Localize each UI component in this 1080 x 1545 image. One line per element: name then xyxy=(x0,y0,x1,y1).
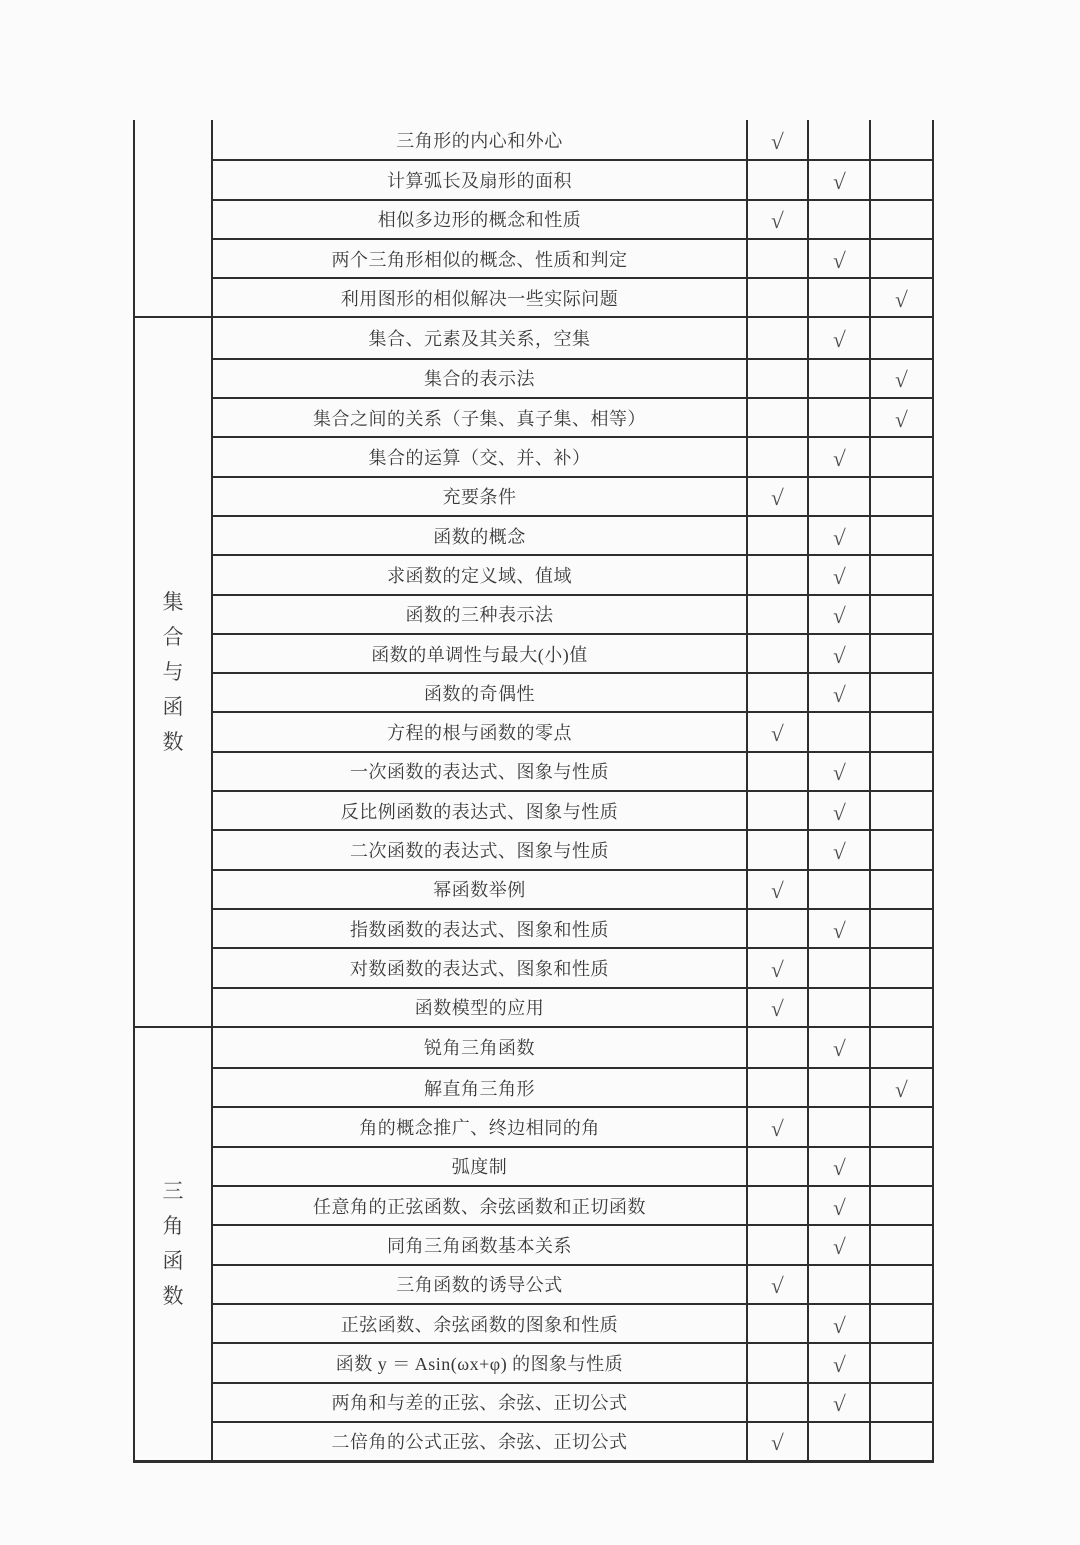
table-row xyxy=(213,1421,932,1460)
check-cell-1 xyxy=(746,831,807,868)
topic-label: 函数 y ＝ Asin(ωx+φ) 的图象与性质 xyxy=(335,1353,624,1374)
table-row xyxy=(213,672,932,711)
check-cell-3 xyxy=(869,949,932,986)
table-row xyxy=(213,908,932,947)
topic-label: 集合的运算（交、并、补） xyxy=(368,448,591,469)
check-cell-1 xyxy=(746,1148,807,1185)
topic-label: 二倍角的公式正弦、余弦、正切公式 xyxy=(331,1432,628,1453)
check-cell-2 xyxy=(807,871,869,908)
topic-label: 幂函数举例 xyxy=(433,880,526,901)
check-cell-3 xyxy=(869,910,932,947)
table-row xyxy=(213,1382,932,1421)
check-mark: √ xyxy=(832,563,846,589)
check-cell-1 xyxy=(746,1187,807,1224)
check-cell-1 xyxy=(746,989,807,1026)
category-char: 三 xyxy=(162,1178,184,1203)
check-cell-1 xyxy=(746,120,807,159)
category-char: 函 xyxy=(162,694,184,719)
table-row xyxy=(213,277,932,316)
check-cell-3 xyxy=(869,360,932,397)
check-cell-3 xyxy=(869,120,932,159)
check-cell-2 xyxy=(807,713,869,750)
check-cell-3 xyxy=(869,438,932,475)
table-row xyxy=(213,829,932,868)
table-row xyxy=(213,238,932,277)
table-row xyxy=(213,318,932,357)
check-cell-3 xyxy=(869,517,932,554)
check-cell-2 xyxy=(807,360,869,397)
table-row xyxy=(213,987,932,1026)
topic-label: 反比例函数的表达式、图象与性质 xyxy=(340,801,619,822)
table-row xyxy=(213,1028,932,1067)
check-cell-3 xyxy=(869,753,932,790)
check-cell-1 xyxy=(746,438,807,475)
topic-label: 同角三角函数基本关系 xyxy=(387,1235,572,1256)
check-mark: √ xyxy=(832,446,846,472)
check-mark: √ xyxy=(832,327,846,353)
category-cell xyxy=(135,120,213,316)
check-mark: √ xyxy=(832,838,846,864)
check-mark: √ xyxy=(770,1430,785,1456)
category-cell xyxy=(135,1028,213,1460)
check-cell-1 xyxy=(746,871,807,908)
table-row xyxy=(213,554,932,593)
check-cell-2 xyxy=(807,161,869,198)
table-row xyxy=(213,1067,932,1106)
topic-label: 弧度制 xyxy=(451,1157,508,1178)
topic-label: 函数的奇偶性 xyxy=(424,683,535,704)
check-cell-2 xyxy=(807,556,869,593)
check-cell-1 xyxy=(746,478,807,515)
check-cell-1 xyxy=(746,1423,807,1460)
check-cell-1 xyxy=(746,161,807,198)
check-cell-1 xyxy=(746,1305,807,1342)
topic-label: 三角形的内心和外心 xyxy=(396,130,563,151)
check-cell-1 xyxy=(746,1028,807,1067)
check-cell-2 xyxy=(807,279,869,316)
topic-label: 集合之间的关系（子集、真子集、相等） xyxy=(313,408,646,429)
category-char: 集 xyxy=(162,589,184,614)
check-mark: √ xyxy=(832,681,846,707)
topic-label: 充要条件 xyxy=(442,487,517,508)
check-mark: √ xyxy=(770,721,785,747)
check-cell-3 xyxy=(869,1305,932,1342)
table-row xyxy=(213,515,932,554)
check-cell-3 xyxy=(869,279,932,316)
category-char: 合 xyxy=(162,624,184,649)
check-cell-3 xyxy=(869,674,932,711)
check-mark: √ xyxy=(894,1076,909,1102)
check-cell-1 xyxy=(746,399,807,436)
check-cell-2 xyxy=(807,120,869,159)
check-cell-3 xyxy=(869,478,932,515)
check-mark: √ xyxy=(770,956,785,982)
check-cell-2 xyxy=(807,1344,869,1381)
check-cell-3 xyxy=(869,596,932,633)
check-cell-3 xyxy=(869,1423,932,1460)
check-mark: √ xyxy=(832,642,846,668)
check-cell-3 xyxy=(869,1108,932,1145)
table-row xyxy=(213,436,932,475)
check-mark: √ xyxy=(894,286,909,312)
check-mark: √ xyxy=(832,1391,846,1417)
topic-label: 函数模型的应用 xyxy=(414,998,545,1019)
check-cell-2 xyxy=(807,201,869,238)
check-cell-3 xyxy=(869,1226,932,1263)
table-row xyxy=(213,1185,932,1224)
check-cell-1 xyxy=(746,1108,807,1145)
check-cell-1 xyxy=(746,201,807,238)
check-cell-1 xyxy=(746,713,807,750)
check-cell-1 xyxy=(746,318,807,357)
check-cell-3 xyxy=(869,831,932,868)
check-mark: √ xyxy=(832,1312,846,1338)
check-cell-3 xyxy=(869,635,932,672)
check-cell-1 xyxy=(746,360,807,397)
section-rows xyxy=(213,1028,932,1460)
topic-label: 函数的单调性与最大(小)值 xyxy=(371,644,588,665)
table-row xyxy=(213,633,932,672)
check-cell-3 xyxy=(869,792,932,829)
check-mark: √ xyxy=(894,367,909,393)
check-mark: √ xyxy=(770,208,785,234)
table-row xyxy=(213,790,932,829)
check-cell-2 xyxy=(807,1028,869,1067)
topic-label: 相似多边形的概念和性质 xyxy=(377,210,582,231)
check-cell-3 xyxy=(869,161,932,198)
category-char: 数 xyxy=(162,729,184,754)
check-mark: √ xyxy=(832,1194,846,1220)
check-cell-1 xyxy=(746,1344,807,1381)
check-mark: √ xyxy=(832,760,846,786)
check-cell-3 xyxy=(869,1266,932,1303)
syllabus-table xyxy=(133,120,934,1463)
category-char: 数 xyxy=(162,1283,184,1308)
topic-label: 一次函数的表达式、图象与性质 xyxy=(350,762,609,783)
check-cell-2 xyxy=(807,399,869,436)
topic-label: 三角函数的诱导公式 xyxy=(396,1275,563,1296)
check-cell-2 xyxy=(807,596,869,633)
table-row xyxy=(213,358,932,397)
check-cell-1 xyxy=(746,949,807,986)
topic-label: 函数的三种表示法 xyxy=(405,605,554,626)
topic-label: 两角和与差的正弦、余弦、正切公式 xyxy=(331,1393,628,1414)
check-cell-1 xyxy=(746,1069,807,1106)
check-cell-1 xyxy=(746,517,807,554)
check-cell-2 xyxy=(807,635,869,672)
table-row xyxy=(213,1342,932,1381)
check-cell-2 xyxy=(807,318,869,357)
check-cell-2 xyxy=(807,831,869,868)
check-cell-1 xyxy=(746,792,807,829)
table-row xyxy=(213,476,932,515)
check-mark: √ xyxy=(832,917,846,943)
check-cell-2 xyxy=(807,1423,869,1460)
table-row xyxy=(213,120,932,159)
table-section xyxy=(135,1026,932,1460)
category-char: 角 xyxy=(162,1213,184,1238)
check-cell-1 xyxy=(746,240,807,277)
check-cell-1 xyxy=(746,279,807,316)
check-cell-2 xyxy=(807,949,869,986)
topic-label: 指数函数的表达式、图象和性质 xyxy=(350,919,609,940)
check-cell-2 xyxy=(807,1187,869,1224)
topic-label: 两个三角形相似的概念、性质和判定 xyxy=(331,249,628,270)
table-row xyxy=(213,1146,932,1185)
check-mark: √ xyxy=(770,996,785,1022)
check-cell-2 xyxy=(807,910,869,947)
table-row xyxy=(213,159,932,198)
check-cell-3 xyxy=(869,989,932,1026)
table-row xyxy=(213,594,932,633)
table-row xyxy=(213,1264,932,1303)
table-row xyxy=(213,199,932,238)
check-cell-2 xyxy=(807,1305,869,1342)
check-mark: √ xyxy=(832,1155,846,1181)
check-cell-1 xyxy=(746,635,807,672)
check-cell-1 xyxy=(746,556,807,593)
check-cell-2 xyxy=(807,989,869,1026)
table-row xyxy=(213,1224,932,1263)
check-cell-3 xyxy=(869,1028,932,1067)
check-cell-2 xyxy=(807,1226,869,1263)
check-cell-2 xyxy=(807,674,869,711)
table-row xyxy=(213,869,932,908)
check-cell-3 xyxy=(869,1187,932,1224)
table-section xyxy=(135,316,932,1025)
topic-label: 函数的概念 xyxy=(433,526,526,547)
check-cell-3 xyxy=(869,1384,932,1421)
topic-label: 正弦函数、余弦函数的图象和性质 xyxy=(340,1314,619,1335)
check-mark: √ xyxy=(770,1273,785,1299)
check-cell-2 xyxy=(807,1266,869,1303)
check-cell-2 xyxy=(807,1384,869,1421)
check-cell-2 xyxy=(807,438,869,475)
table-section xyxy=(135,120,932,316)
table-row xyxy=(213,711,932,750)
check-cell-3 xyxy=(869,318,932,357)
table-row xyxy=(213,1106,932,1145)
topic-label: 对数函数的表达式、图象和性质 xyxy=(350,958,609,979)
check-cell-2 xyxy=(807,517,869,554)
table-row xyxy=(213,751,932,790)
check-cell-3 xyxy=(869,201,932,238)
table-row xyxy=(213,947,932,986)
check-mark: √ xyxy=(832,1036,846,1062)
topic-label: 集合的表示法 xyxy=(424,369,535,390)
check-cell-3 xyxy=(869,1344,932,1381)
check-mark: √ xyxy=(832,799,846,825)
check-cell-2 xyxy=(807,753,869,790)
check-mark: √ xyxy=(832,1233,846,1259)
check-cell-2 xyxy=(807,478,869,515)
check-cell-3 xyxy=(869,1148,932,1185)
check-cell-3 xyxy=(869,713,932,750)
check-mark: √ xyxy=(770,128,785,154)
check-cell-2 xyxy=(807,1108,869,1145)
check-mark: √ xyxy=(832,168,846,194)
check-cell-1 xyxy=(746,674,807,711)
category-char: 与 xyxy=(162,659,184,684)
topic-label: 利用图形的相似解决一些实际问题 xyxy=(340,288,619,309)
check-cell-3 xyxy=(869,871,932,908)
check-cell-1 xyxy=(746,1226,807,1263)
topic-label: 计算弧长及扇形的面积 xyxy=(387,170,572,191)
topic-label: 求函数的定义域、值域 xyxy=(387,565,572,586)
table-row xyxy=(213,397,932,436)
topic-label: 任意角的正弦函数、余弦函数和正切函数 xyxy=(313,1196,646,1217)
check-mark: √ xyxy=(770,485,785,511)
topic-label: 锐角三角函数 xyxy=(424,1038,535,1059)
check-cell-2 xyxy=(807,792,869,829)
category-cell xyxy=(135,318,213,1025)
topic-label: 集合、元素及其关系，空集 xyxy=(368,329,591,350)
check-cell-3 xyxy=(869,1069,932,1106)
check-cell-3 xyxy=(869,240,932,277)
check-mark: √ xyxy=(832,603,846,629)
check-cell-2 xyxy=(807,240,869,277)
section-rows xyxy=(213,318,932,1025)
check-cell-1 xyxy=(746,910,807,947)
check-mark: √ xyxy=(894,406,909,432)
topic-label: 角的概念推广、终边相同的角 xyxy=(359,1118,600,1139)
check-mark: √ xyxy=(832,1351,846,1377)
table-row xyxy=(213,1303,932,1342)
topic-label: 解直角三角形 xyxy=(424,1078,535,1099)
check-cell-3 xyxy=(869,556,932,593)
check-cell-3 xyxy=(869,399,932,436)
check-mark: √ xyxy=(832,247,846,273)
check-mark: √ xyxy=(770,1116,785,1142)
category-char: 函 xyxy=(162,1248,184,1273)
check-cell-1 xyxy=(746,753,807,790)
topic-label: 二次函数的表达式、图象与性质 xyxy=(350,840,609,861)
check-mark: √ xyxy=(770,878,785,904)
check-cell-1 xyxy=(746,1384,807,1421)
check-cell-1 xyxy=(746,596,807,633)
section-rows xyxy=(213,120,932,316)
check-mark: √ xyxy=(832,524,846,550)
check-cell-1 xyxy=(746,1266,807,1303)
check-cell-2 xyxy=(807,1069,869,1106)
topic-label: 方程的根与函数的零点 xyxy=(387,723,572,744)
check-cell-2 xyxy=(807,1148,869,1185)
